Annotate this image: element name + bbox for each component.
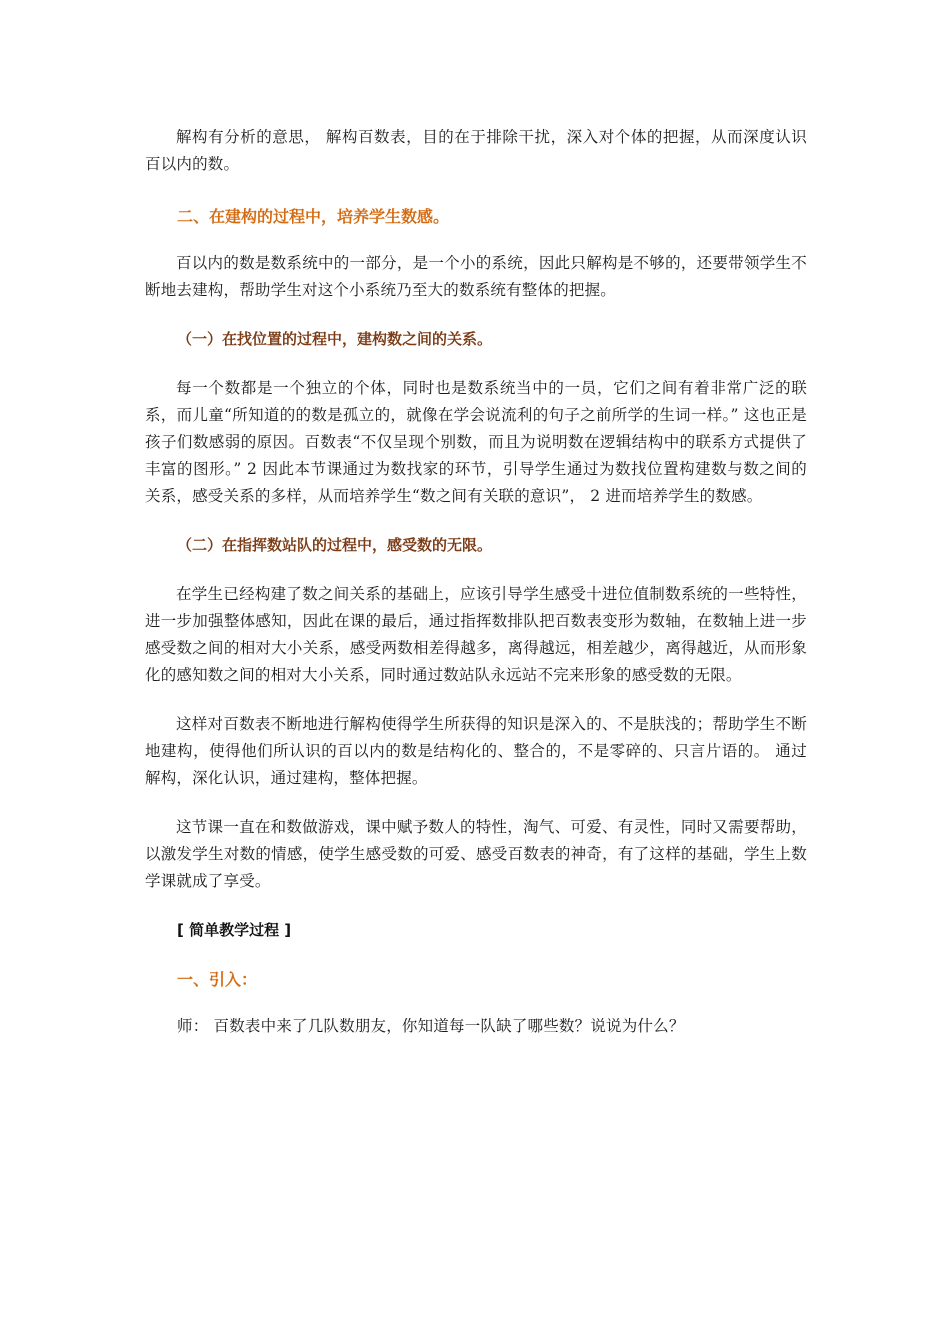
subsection-heading-infinity: （二）在指挥数站队的过程中，感受数的无限。 <box>177 536 493 554</box>
teacher-line: 师： 百数表中来了几队数朋友，你知道每一队缺了哪些数？说说为什么？ <box>177 1017 685 1035</box>
paragraph-summary: 这样对百数表不断地进行解构使得学生所获得的知识是深入的、不是肤浅的；帮助学生不断地建构，使得他们所认识的百以内的数是结构化的、整合的，不是零碎的、只言片语的。 通过解构，深化认识，通过建构，整体把握。 <box>145 715 807 787</box>
intro-heading: 一、引入： <box>177 970 258 989</box>
subsection-heading-position: （一）在找位置的过程中，建构数之间的关系。 <box>177 330 493 348</box>
document-page <box>145 124 807 1040</box>
paragraph-number-line: 在学生已经构建了数之间关系的基础上，应该引导学生感受十进位值制数系统的一些特性，进一步加强整体感知，因此在课的最后，通过指挥数排队把百数表变形为数轴，在数轴上进一步感受数之间的相对大小关系，感受两数相差得越多，离得越远，相差越少，离得越近，从而形象化的感知数之间的相对大小关系，同时通过数站队永远站不完来形象的感受数的无限。 <box>145 585 807 684</box>
paragraph-deconstruct: 解构有分析的意思， 解构百数表，目的在于排除干扰，深入对个体的把握，从而深度认识百以内的数。 <box>145 128 807 173</box>
paragraph-number-system: 百以内的数是数系统中的一部分，是一个小的系统，因此只解构是不够的，还要带领学生不断地去建构，帮助学生对这个小系统乃至大的数系统有整体的把握。 <box>145 254 807 299</box>
section-heading-construct: 二、在建构的过程中，培养学生数感。 <box>177 207 450 226</box>
paragraph-relations: 每一个数都是一个独立的个体，同时也是数系统当中的一员，它们之间有着非常广泛的联系，而儿童“所知道的的数是孤立的，就像在学会说流利的句子之前所学的生词一样。” 这也正是孩子们数感弱的原因。百数表“不仅呈现个别数，而且为说明数在逻辑结构中的联系方式提供了丰富的图形。” 2 因此本节课通过为数找家的环节，引导学生通过为数找位置构建数与数之间的关系，感受关系的多样，从而培养学生“数之间有关联的意识”， 2 进而培养学生的数感。 <box>145 379 807 505</box>
teaching-process-heading: [ 简单教学过程 ] <box>177 921 292 939</box>
paragraph-game: 这节课一直在和数做游戏，课中赋予数人的特性，淘气、可爱、有灵性，同时又需要帮助，以激发学生对数的情感，使学生感受数的可爱、感受百数表的神奇，有了这样的基础，学生上数学课就成了享受。 <box>145 818 807 890</box>
